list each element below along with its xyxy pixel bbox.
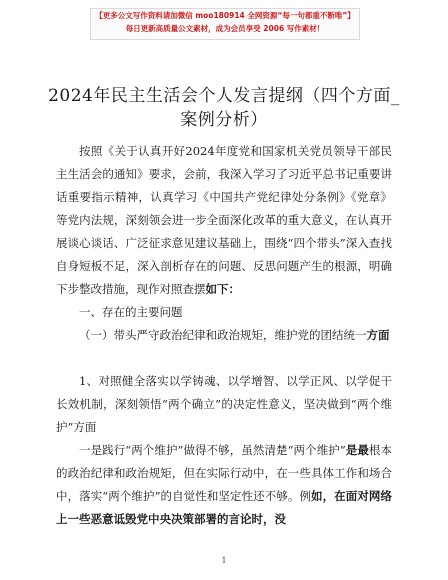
title-line-2: 案例分析） — [180, 110, 268, 130]
banner-line-1: 【更多公文写作资料请加微信 moo180914 全网资源“每一句都重不断唯”】 — [95, 11, 355, 20]
header-banner — [90, 8, 360, 40]
subsection-bold-tail: 方面 — [366, 328, 390, 342]
intro-text: 按照《关于认真开好2024年度党和国家机关党员领导干部民主生活会的通知》要求，会前，我深入学习了习近平总书记重要讲话重要指示精神，认真学习《中国共产党纪律处分条例》《党章》等党内法规，深刻领会进一步全面深化改革的重大意义，在认真开展谈心谈话、广泛征求意见建议基础上，围绕“四个带头”深入查找自身短板不足，深入剖析存在的问题、反思问题产生的根源，明确下步整改措施，现作对照查摆 — [56, 144, 392, 296]
title-line-1: 2024年民主生活会个人发言提纲（四个方面_ — [48, 86, 400, 106]
para2-text-1: 一是践行“两个维护”做得不够，虽然清楚“两个维护” — [79, 443, 346, 457]
subsection-heading-1 — [56, 324, 392, 347]
point-1-text: 1、对照健全落实以学铸魂、以学增智、以学正风、以学促干长效机制，深刻领悟“两个确立”的决定性意义，坚决做到“两个维护”方面 — [56, 374, 392, 434]
para2-bold-2: 如，在面对网络上一些恶意诋毁党中央决策部署的言论时，没 — [56, 489, 392, 526]
body-paragraph-2 — [56, 439, 392, 531]
intro-paragraph — [56, 140, 392, 301]
banner-line-2: 每日更新高质量公文素材，成为会员享受 2006 写作素材！ — [125, 24, 325, 33]
point-1-paragraph — [56, 370, 392, 439]
subsection-text: （一）带头严守政治纪律和政治规矩，维护党的团结统一 — [79, 328, 367, 342]
document-title — [40, 84, 408, 132]
intro-bold-tail: 如下： — [205, 282, 240, 296]
para2-text-2: 根本的政治纪律和政治规矩，但在实际行动中，在一些具体工作和场合中，落实“两个维护”的自觉性和坚定性还不够。例 — [56, 443, 393, 503]
section-heading-1: 一、存在的主要问题 — [79, 305, 183, 319]
para2-bold-1: 是最 — [345, 443, 369, 457]
page-number: 1 — [221, 556, 227, 565]
